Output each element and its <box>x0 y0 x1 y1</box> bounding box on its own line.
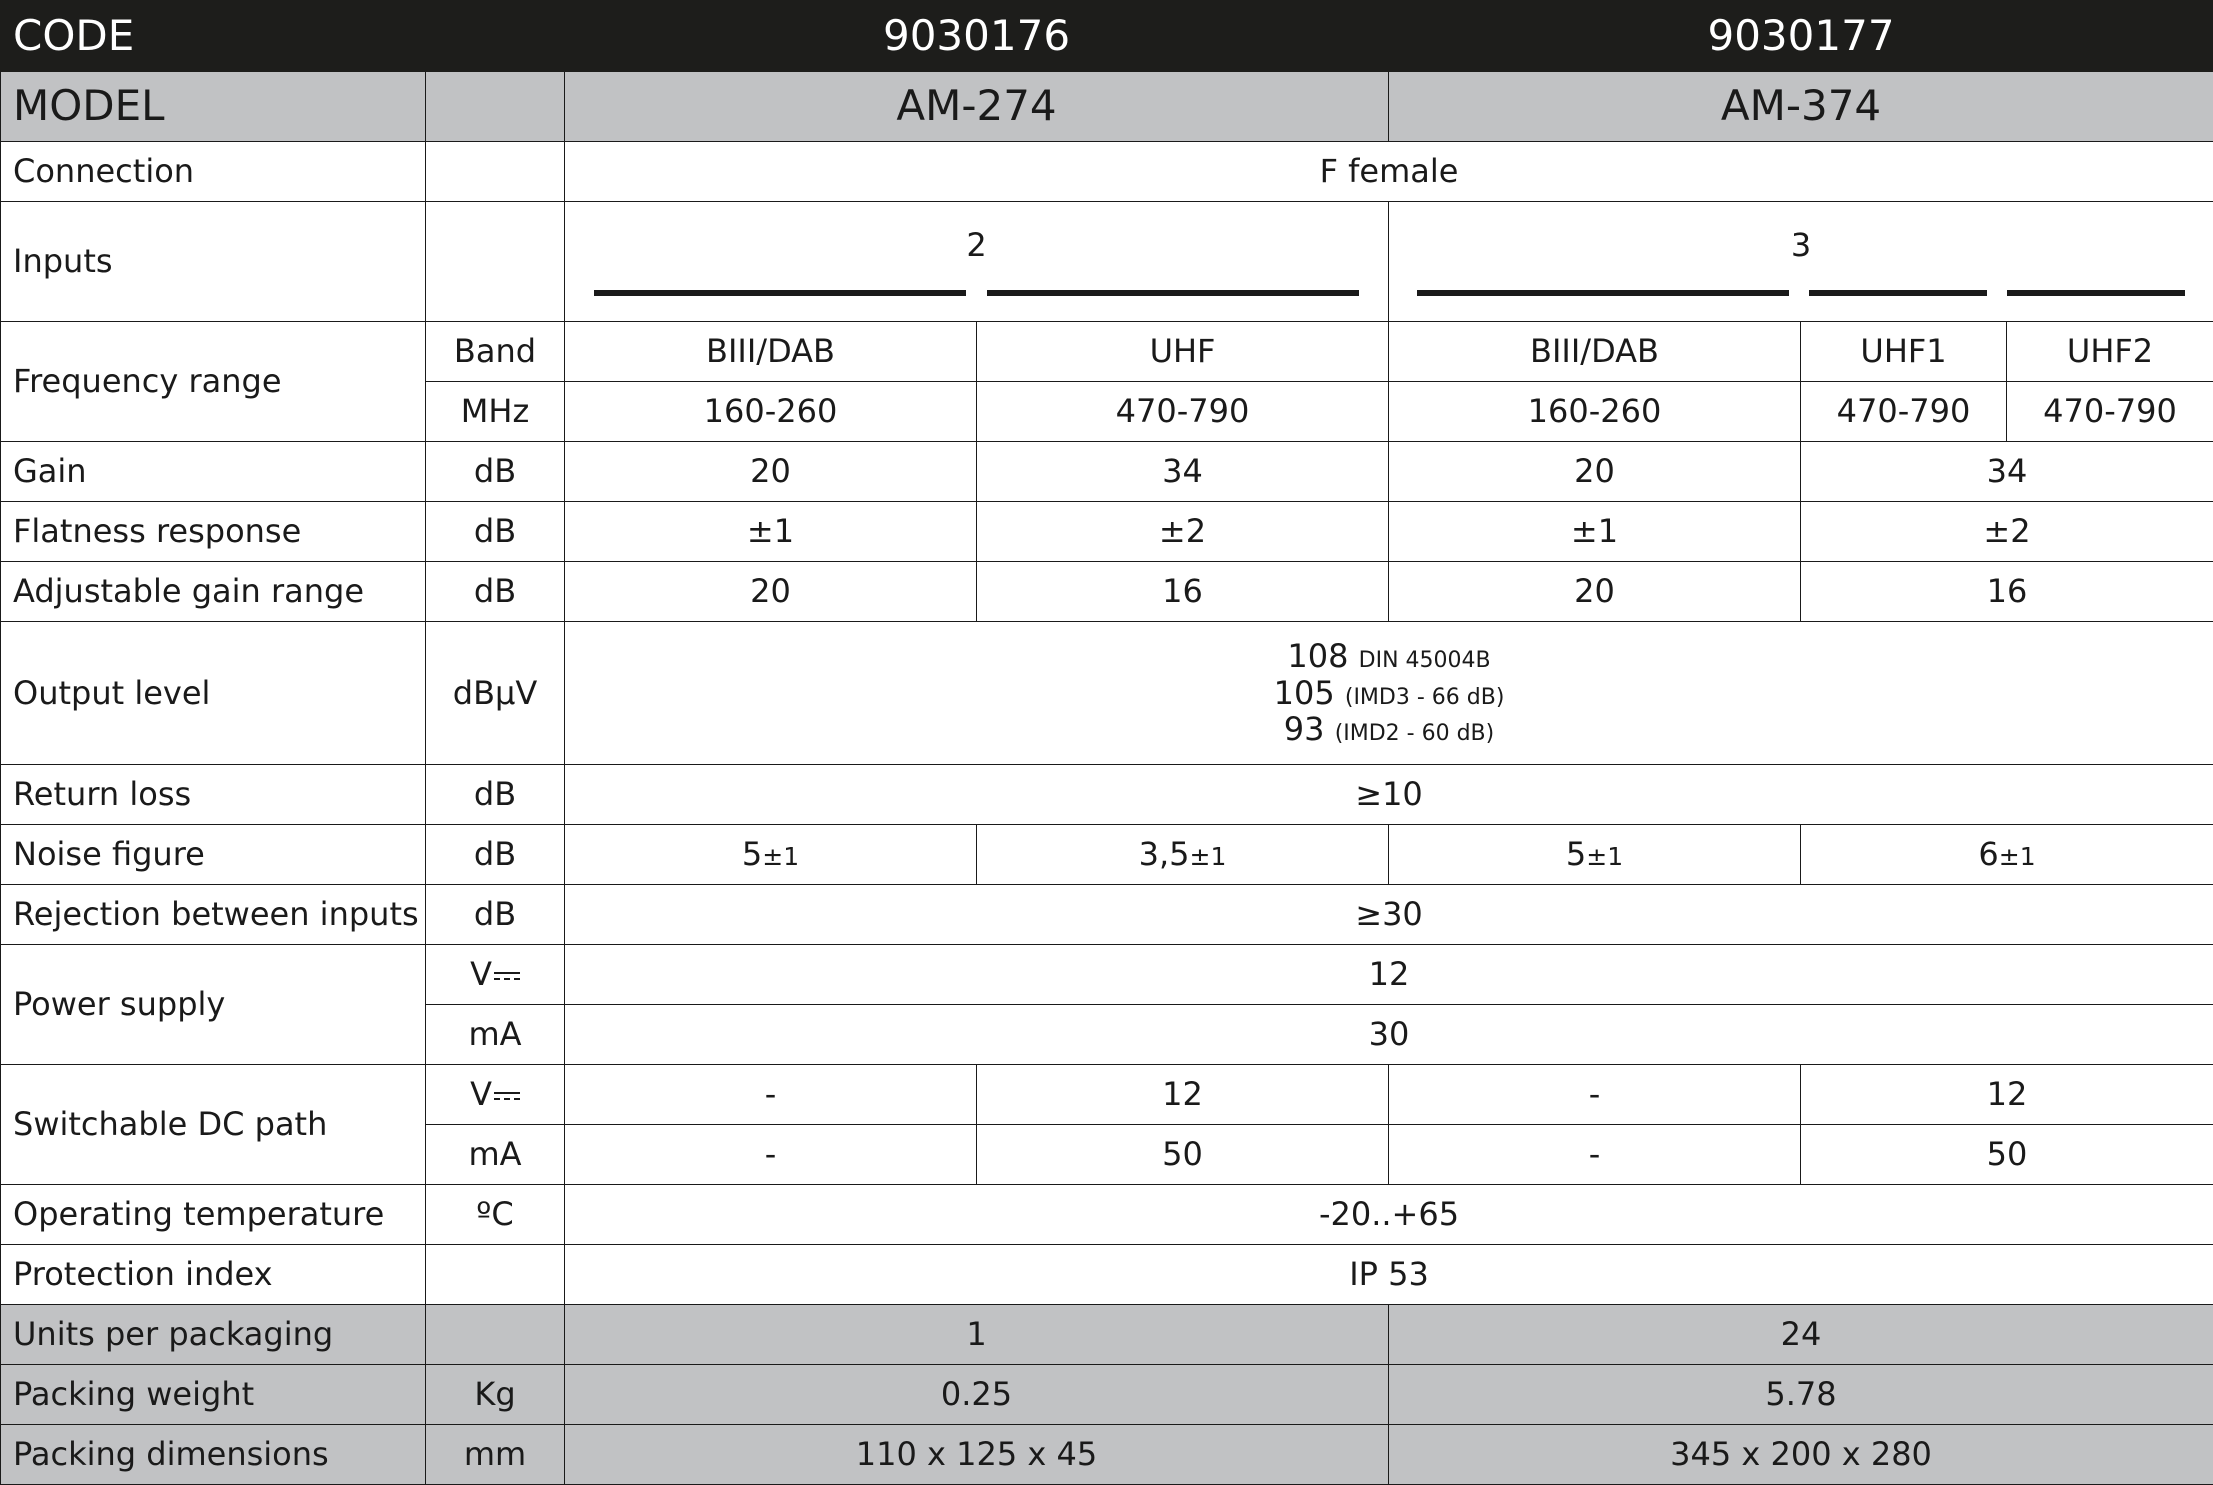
dc-path-ma-unit: mA <box>426 1125 565 1185</box>
model-value: AM-374 <box>1389 72 2213 142</box>
flatness-cell: ±1 <box>565 502 977 562</box>
adjustable-gain-row <box>1 562 2213 622</box>
output-level-row <box>1 622 2213 765</box>
gain-unit: dB <box>426 442 565 502</box>
code-value: 9030177 <box>1389 1 2213 72</box>
temperature-value: -20..+65 <box>565 1185 2213 1245</box>
units-packaging-label: Units per packaging <box>1 1305 426 1365</box>
mhz-cell: 470-790 <box>2007 382 2213 442</box>
power-supply-v-row <box>1 945 2213 1005</box>
input-lines <box>1389 282 2213 312</box>
adjustable-gain-label: Adjustable gain range <box>1 562 426 622</box>
flatness-cell: ±2 <box>1801 502 2213 562</box>
rejection-unit: dB <box>426 885 565 945</box>
dc-path-v-cell: 12 <box>1801 1065 2213 1125</box>
inputs-count: 2 <box>565 212 1388 282</box>
noise-figure-row <box>1 825 2213 885</box>
power-supply-ma-value: 30 <box>565 1005 2213 1065</box>
output-line <box>565 711 2213 748</box>
output-note: (IMD3 - 66 dB) <box>1345 685 1505 710</box>
mhz-cell: 160-260 <box>1389 382 1801 442</box>
band-unit: Band <box>426 322 565 382</box>
flatness-cell: ±2 <box>977 502 1389 562</box>
protection-label: Protection index <box>1 1245 426 1305</box>
gain-row <box>1 442 2213 502</box>
noise-figure-label: Noise figure <box>1 825 426 885</box>
output-level-unit: dBµV <box>426 622 565 765</box>
gain-cell: 34 <box>977 442 1389 502</box>
code-row <box>1 1 2213 72</box>
band-cell: UHF1 <box>1801 322 2007 382</box>
input-line <box>1417 290 1789 296</box>
volt-unit: V <box>470 955 492 993</box>
temperature-unit: ºC <box>426 1185 565 1245</box>
model-unit-cell <box>426 72 565 142</box>
code-value: 9030176 <box>565 1 1389 72</box>
code-label: CODE <box>1 1 565 72</box>
dc-symbol-icon <box>494 1086 520 1106</box>
power-supply-v-unit <box>426 945 565 1005</box>
protection-value: IP 53 <box>565 1245 2213 1305</box>
packing-weight-unit: Kg <box>426 1365 565 1425</box>
adjustable-gain-cell: 16 <box>1801 562 2213 622</box>
flatness-row <box>1 502 2213 562</box>
adjustable-gain-cell: 20 <box>1389 562 1801 622</box>
gain-cell: 34 <box>1801 442 2213 502</box>
units-packaging-row <box>1 1305 2213 1365</box>
inputs-cell-am374 <box>1389 202 2213 322</box>
gain-label: Gain <box>1 442 426 502</box>
flatness-unit: dB <box>426 502 565 562</box>
flatness-label: Flatness response <box>1 502 426 562</box>
gain-cell: 20 <box>565 442 977 502</box>
return-loss-row <box>1 765 2213 825</box>
packing-dimensions-row <box>1 1425 2213 1485</box>
dc-path-v-row <box>1 1065 2213 1125</box>
rejection-label: Rejection between inputs <box>1 885 426 945</box>
dc-path-ma-cell: 50 <box>977 1125 1389 1185</box>
rejection-row <box>1 885 2213 945</box>
packing-weight-row <box>1 1365 2213 1425</box>
inputs-label: Inputs <box>1 202 426 322</box>
band-cell: BIII/DAB <box>1389 322 1801 382</box>
power-supply-label: Power supply <box>1 945 426 1065</box>
return-loss-label: Return loss <box>1 765 426 825</box>
dc-symbol-icon <box>494 966 520 986</box>
packing-weight-label: Packing weight <box>1 1365 426 1425</box>
noise-tolerance: ±1 <box>1999 842 2036 871</box>
mhz-unit: MHz <box>426 382 565 442</box>
output-value: 93 <box>1284 710 1325 748</box>
band-cell: UHF2 <box>2007 322 2213 382</box>
temperature-row <box>1 1185 2213 1245</box>
model-value: AM-274 <box>565 72 1389 142</box>
output-note: DIN 45004B <box>1359 648 1491 673</box>
noise-cell <box>1801 825 2213 885</box>
dc-path-v-unit <box>426 1065 565 1125</box>
gain-cell: 20 <box>1389 442 1801 502</box>
inputs-unit <box>426 202 565 322</box>
output-note: (IMD2 - 60 dB) <box>1335 721 1495 746</box>
output-line <box>565 638 2213 675</box>
temperature-label: Operating temperature <box>1 1185 426 1245</box>
noise-cell <box>977 825 1389 885</box>
output-line <box>565 675 2213 712</box>
dc-path-ma-cell: 50 <box>1801 1125 2213 1185</box>
output-value: 105 <box>1274 674 1335 712</box>
dc-path-v-cell: 12 <box>977 1065 1389 1125</box>
input-line <box>594 290 966 296</box>
dc-path-v-cell: - <box>565 1065 977 1125</box>
dc-path-v-cell: - <box>1389 1065 1801 1125</box>
units-packaging-unit <box>426 1305 565 1365</box>
noise-tolerance: ±1 <box>762 842 799 871</box>
return-loss-unit: dB <box>426 765 565 825</box>
power-supply-ma-unit: mA <box>426 1005 565 1065</box>
connection-unit <box>426 142 565 202</box>
dc-path-ma-cell: - <box>1389 1125 1801 1185</box>
mhz-cell: 470-790 <box>1801 382 2007 442</box>
noise-value: 5 <box>742 835 762 873</box>
power-supply-v-value: 12 <box>565 945 2213 1005</box>
protection-row <box>1 1245 2213 1305</box>
noise-value: 3,5 <box>1139 835 1190 873</box>
dc-path-ma-cell: - <box>565 1125 977 1185</box>
protection-unit <box>426 1245 565 1305</box>
connection-label: Connection <box>1 142 426 202</box>
output-level-label: Output level <box>1 622 426 765</box>
band-cell: BIII/DAB <box>565 322 977 382</box>
frequency-label: Frequency range <box>1 322 426 442</box>
connection-row <box>1 142 2213 202</box>
input-lines <box>565 282 1388 312</box>
packing-weight-value: 0.25 <box>565 1365 1389 1425</box>
noise-value: 6 <box>1978 835 1998 873</box>
packing-dimensions-unit: mm <box>426 1425 565 1485</box>
noise-tolerance: ±1 <box>1586 842 1623 871</box>
inputs-count: 3 <box>1389 212 2213 282</box>
model-label: MODEL <box>1 72 426 142</box>
connection-value: F female <box>565 142 2213 202</box>
noise-cell <box>565 825 977 885</box>
packing-dimensions-label: Packing dimensions <box>1 1425 426 1485</box>
noise-tolerance: ±1 <box>1190 842 1227 871</box>
mhz-cell: 160-260 <box>565 382 977 442</box>
frequency-band-row <box>1 322 2213 382</box>
inputs-cell-am274 <box>565 202 1389 322</box>
packing-dimensions-value: 110 x 125 x 45 <box>565 1425 1389 1485</box>
noise-cell <box>1389 825 1801 885</box>
adjustable-gain-cell: 20 <box>565 562 977 622</box>
adjustable-gain-unit: dB <box>426 562 565 622</box>
packing-dimensions-value: 345 x 200 x 280 <box>1389 1425 2213 1485</box>
mhz-cell: 470-790 <box>977 382 1389 442</box>
units-packaging-value: 1 <box>565 1305 1389 1365</box>
input-line <box>1809 290 1987 296</box>
adjustable-gain-cell: 16 <box>977 562 1389 622</box>
packing-weight-value: 5.78 <box>1389 1365 2213 1425</box>
inputs-row <box>1 202 2213 322</box>
band-cell: UHF <box>977 322 1389 382</box>
input-line <box>987 290 1359 296</box>
noise-value: 5 <box>1566 835 1586 873</box>
noise-figure-unit: dB <box>426 825 565 885</box>
return-loss-value: ≥10 <box>565 765 2213 825</box>
model-row <box>1 72 2213 142</box>
dc-path-label: Switchable DC path <box>1 1065 426 1185</box>
input-line <box>2007 290 2185 296</box>
units-packaging-value: 24 <box>1389 1305 2213 1365</box>
output-value: 108 <box>1287 637 1348 675</box>
rejection-value: ≥30 <box>565 885 2213 945</box>
output-level-cell <box>565 622 2213 765</box>
flatness-cell: ±1 <box>1389 502 1801 562</box>
volt-unit: V <box>470 1075 492 1113</box>
